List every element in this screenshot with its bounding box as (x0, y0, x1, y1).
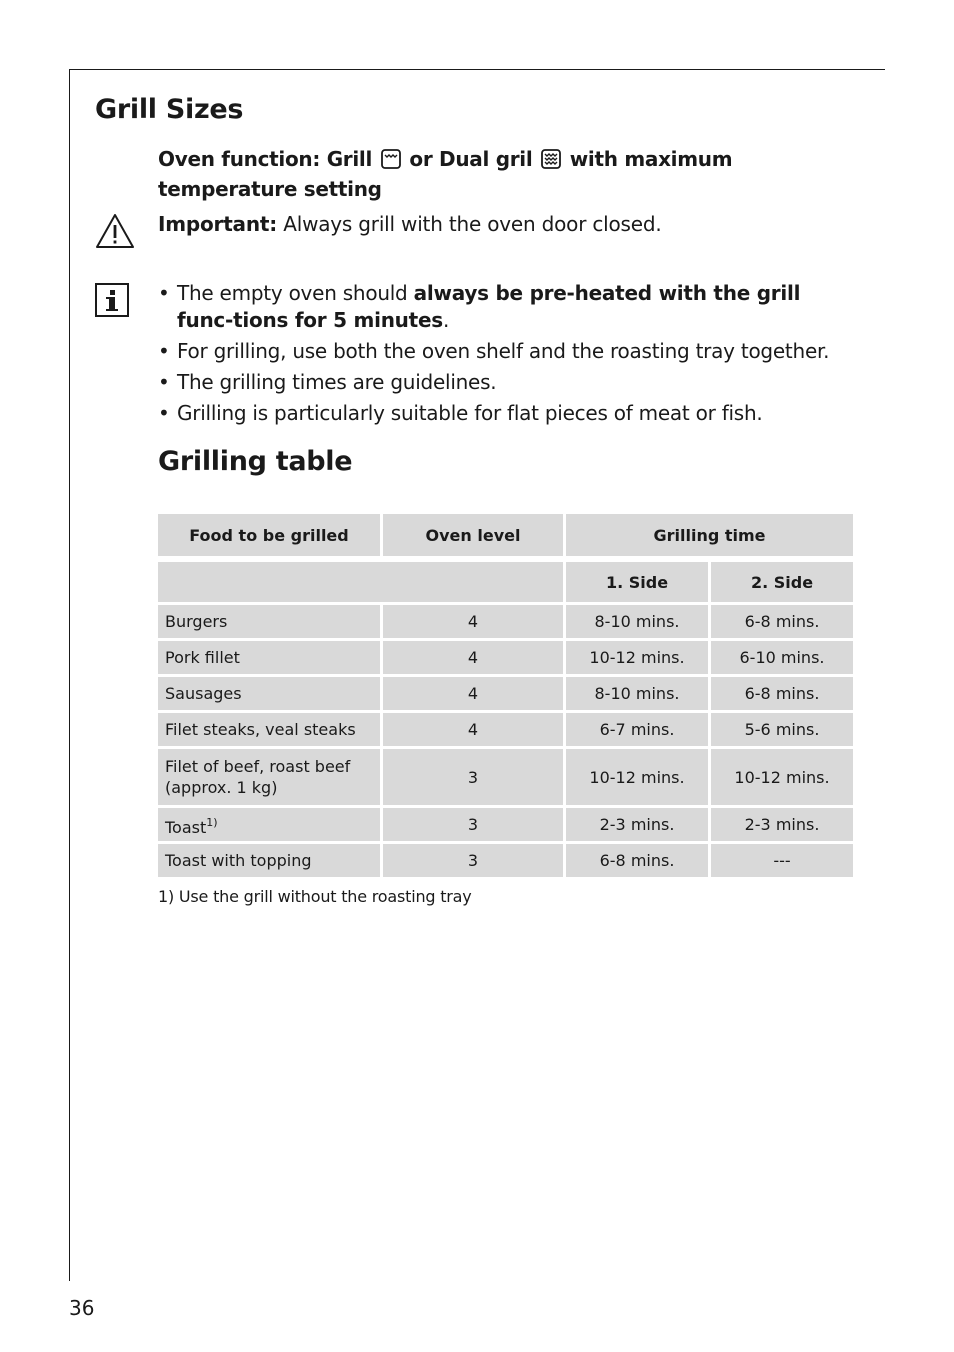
table-row (158, 674, 853, 710)
cell-level: 4 (383, 638, 563, 674)
cell-side1: 6-8 mins. (566, 841, 708, 877)
subheader-blank (158, 562, 563, 602)
cell-food: Filet steaks, veal steaks (158, 710, 380, 746)
grill-icon (381, 149, 401, 176)
important-label: Important: (158, 212, 278, 236)
bullet-text: The empty oven should (177, 281, 414, 305)
header-side-2: 2. Side (711, 562, 853, 602)
cell-level: 4 (383, 710, 563, 746)
cell-side2: --- (711, 841, 853, 877)
page-title: Grill Sizes (95, 94, 244, 125)
table-row (158, 841, 853, 877)
cell-side2: 6-8 mins. (711, 674, 853, 710)
cell-side1: 10-12 mins. (566, 746, 708, 805)
cell-side1: 6-7 mins. (566, 710, 708, 746)
cell-food: Burgers (158, 602, 380, 638)
cell-side1: 10-12 mins. (566, 638, 708, 674)
frame-left-rule (69, 69, 70, 1281)
cell-food (158, 805, 380, 841)
table-row (158, 638, 853, 674)
header-grilling-time: Grilling time (566, 514, 853, 556)
table-row (158, 805, 853, 841)
frame-top-rule (69, 69, 885, 70)
cell-food: Sausages (158, 674, 380, 710)
warning-triangle-icon (94, 212, 136, 250)
cell-side1: 8-10 mins. (566, 602, 708, 638)
header-side-1: 1. Side (566, 562, 708, 602)
cell-side1: 8-10 mins. (566, 674, 708, 710)
cell-side2: 2-3 mins. (711, 805, 853, 841)
oven-function-prefix: Oven function: Grill (158, 147, 373, 171)
table-footnote: 1) Use the grill without the roasting tray (158, 887, 472, 906)
cell-level: 3 (383, 805, 563, 841)
info-icon (95, 283, 129, 317)
cell-food: Toast with topping (158, 841, 380, 877)
cell-side2: 6-10 mins. (711, 638, 853, 674)
list-item (158, 280, 858, 334)
bullet-text-end: . (442, 308, 450, 332)
cell-food: Pork fillet (158, 638, 380, 674)
page-number: 36 (69, 1296, 95, 1320)
list-item: • Grilling is particularly suitable for flat pieces of meat or fish. (158, 400, 858, 427)
cell-level: 4 (383, 674, 563, 710)
oven-function-suffix: with maximum temperature setting (158, 147, 733, 201)
dual-grill-icon (541, 149, 561, 176)
table-row (158, 746, 853, 805)
cell-food-line1: Filet of beef, roast beef (165, 757, 351, 776)
cell-food (158, 746, 380, 805)
header-oven-level: Oven level (383, 514, 563, 556)
table-row (158, 710, 853, 746)
list-item: • The grilling times are guidelines. (158, 369, 858, 396)
cell-level: 3 (383, 746, 563, 805)
header-food: Food to be grilled (158, 514, 380, 556)
oven-function-line (158, 146, 858, 203)
table-row (158, 602, 853, 638)
section-title: Grilling table (158, 446, 353, 477)
important-text: Always grill with the oven door closed. (283, 212, 662, 236)
list-item: • For grilling, use both the oven shelf and the roasting tray together. (158, 338, 858, 365)
guidance-list (158, 280, 858, 431)
cell-level: 3 (383, 841, 563, 877)
table-subheader-row (158, 562, 853, 602)
cell-side2: 6-8 mins. (711, 602, 853, 638)
footnote-ref: 1) (206, 815, 218, 829)
grilling-table (155, 514, 856, 877)
cell-side2: 5-6 mins. (711, 710, 853, 746)
cell-side2: 10-12 mins. (711, 746, 853, 805)
cell-side1: 2-3 mins. (566, 805, 708, 841)
table-header-row (158, 514, 853, 556)
important-note (158, 211, 662, 238)
cell-food-text: Toast (165, 817, 207, 837)
oven-function-middle: or Dual gril (409, 147, 533, 171)
bullet-bold-text: always be pre-heated with the grill func-tions for 5 minutes (177, 281, 801, 332)
cell-food-line2: (approx. 1 kg) (165, 778, 278, 797)
cell-level: 4 (383, 602, 563, 638)
